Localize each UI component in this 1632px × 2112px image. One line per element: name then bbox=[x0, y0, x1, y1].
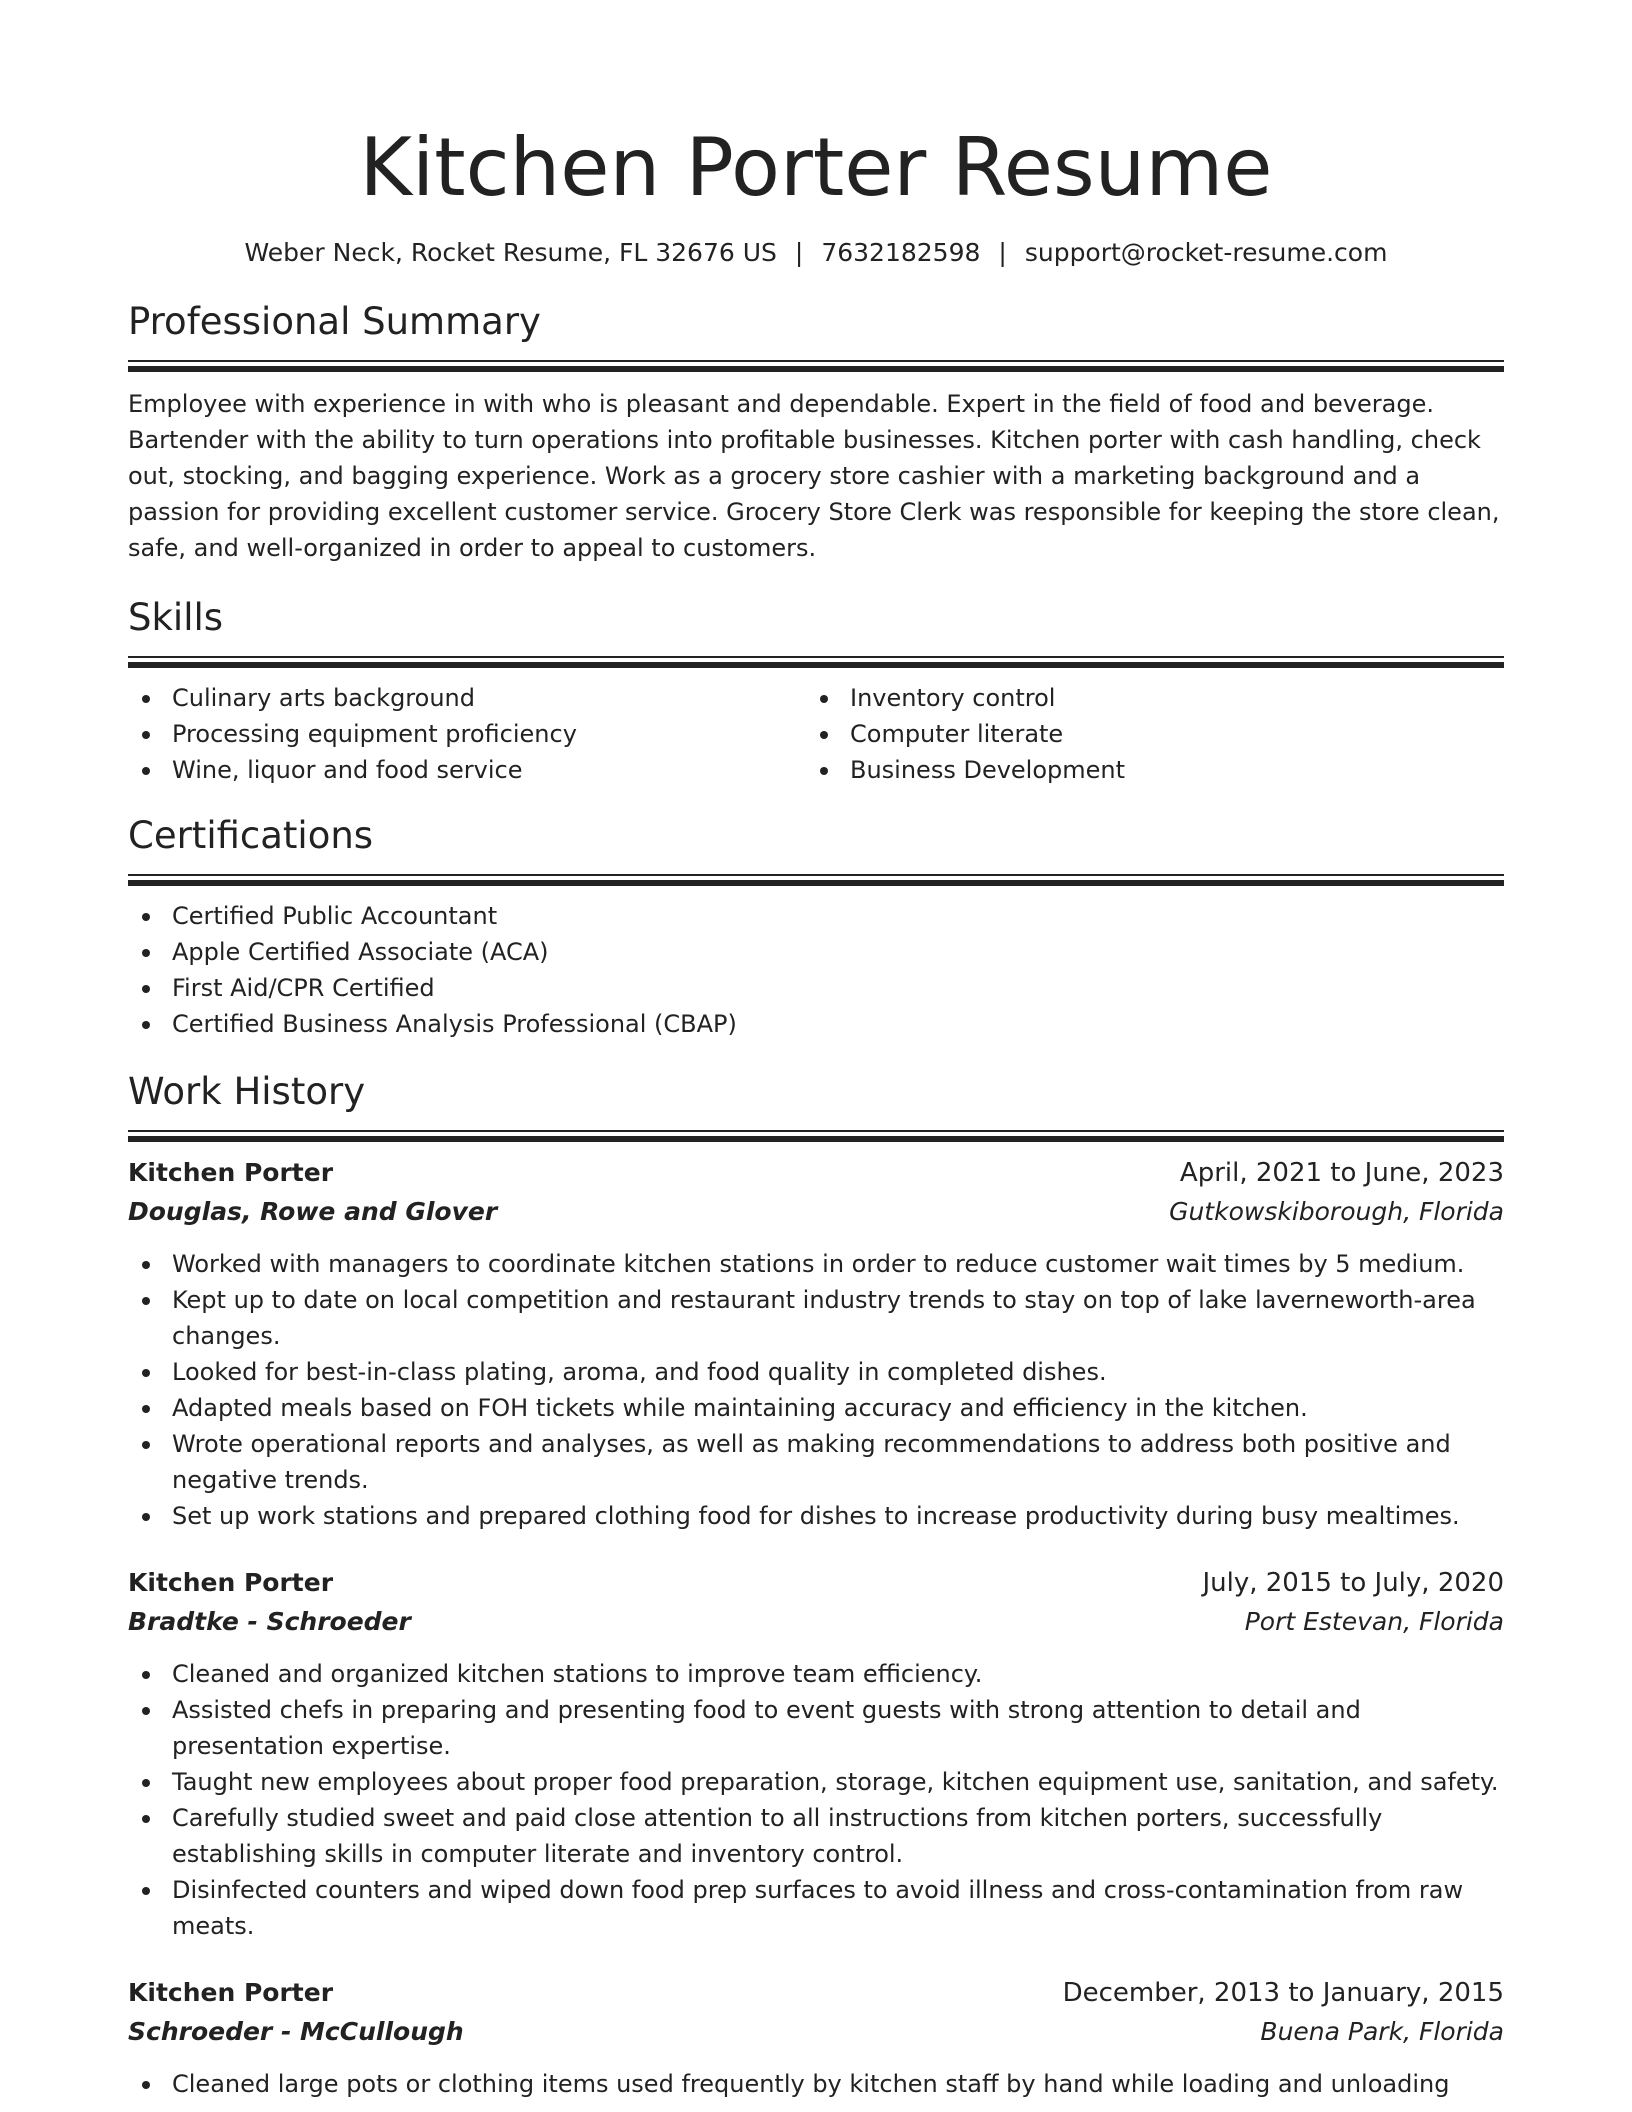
contact-separator: | bbox=[998, 238, 1007, 267]
section-divider bbox=[128, 656, 1504, 668]
certification-item: Certified Business Analysis Professional (CBAP) bbox=[128, 1006, 1504, 1042]
job-company: Douglas, Rowe and Glover bbox=[128, 1197, 498, 1226]
job-bullet: Cleaned and organized kitchen stations to improve team efficiency. bbox=[128, 1656, 1504, 1692]
certification-item: Certified Public Accountant bbox=[128, 898, 1504, 934]
skill-item: Business Development bbox=[806, 752, 1484, 788]
work-section bbox=[128, 1068, 1504, 2102]
job-bullet: Carefully studied sweet and paid close attention to all instructions from kitchen porters, successfully establishing skills in computer literate and inventory control. bbox=[128, 1800, 1504, 1872]
job-bullet: Worked with managers to coordinate kitchen stations in order to reduce customer wait times by 5 medium. bbox=[128, 1246, 1504, 1282]
job-bullets bbox=[128, 1656, 1504, 1944]
summary-text: Employee with experience in with who is pleasant and dependable. Expert in the field of food and beverage. Bartender with the ability to turn operations into profitable businesses. Kitchen porter with cash handling, check out, stocking, and bagging experience. Work as a grocery store cashier with a marketing background and a passion for providing excellent customer service. Grocery Store Clerk was responsible for keeping the store clean, safe, and well-organized in order to appeal to customers. bbox=[128, 390, 1500, 562]
job-company: Schroeder - McCullough bbox=[128, 2017, 464, 2046]
section-divider bbox=[128, 874, 1504, 886]
contact-line bbox=[128, 236, 1504, 270]
work-heading: Work History bbox=[128, 1070, 366, 1113]
skill-item: Culinary arts background bbox=[128, 680, 806, 716]
contact-separator: | bbox=[794, 238, 804, 267]
skills-grid bbox=[128, 680, 1504, 788]
job-bullet: Looked for best-in-class plating, aroma, and food quality in completed dishes. bbox=[128, 1354, 1504, 1390]
job-entry bbox=[128, 1154, 1504, 1534]
job-bullet: Set up work stations and prepared clothing food for dishes to increase productivity during busy mealtimes. bbox=[128, 1498, 1504, 1534]
job-entry bbox=[128, 1974, 1504, 2102]
job-bullet: Adapted meals based on FOH tickets while maintaining accuracy and efficiency in the kitchen. bbox=[128, 1390, 1504, 1426]
job-location: Gutkowskiborough, Florida bbox=[1169, 1197, 1504, 1226]
job-bullet: Wrote operational reports and analyses, as well as making recommendations to address both positive and negative trends. bbox=[128, 1426, 1504, 1498]
certifications-list bbox=[128, 898, 1504, 1042]
contact-address: Weber Neck, Rocket Resume, FL 32676 US bbox=[244, 238, 777, 267]
job-location: Buena Park, Florida bbox=[1260, 2017, 1504, 2046]
resume-page bbox=[128, 118, 1504, 2102]
skill-item: Processing equipment proficiency bbox=[128, 716, 806, 752]
job-bullet: Cleaned large pots or clothing items used frequently by kitchen staff by hand while loading and unloading bbox=[128, 2066, 1504, 2102]
job-bullets bbox=[128, 2066, 1504, 2102]
skills-list-left bbox=[128, 680, 806, 788]
summary-heading: Professional Summary bbox=[128, 300, 541, 343]
job-bullets bbox=[128, 1246, 1504, 1534]
job-bullet: Disinfected counters and wiped down food prep surfaces to avoid illness and cross-contamination from raw meats. bbox=[128, 1872, 1504, 1944]
job-entry bbox=[128, 1564, 1504, 1944]
certification-item: Apple Certified Associate (ACA) bbox=[128, 934, 1504, 970]
section-divider bbox=[128, 1130, 1504, 1142]
job-title: Kitchen Porter bbox=[128, 1978, 334, 2007]
resume-title: Kitchen Porter Resume bbox=[359, 121, 1273, 214]
section-divider bbox=[128, 360, 1504, 372]
skills-heading: Skills bbox=[128, 596, 224, 639]
summary-section bbox=[128, 298, 1504, 566]
skill-item: Computer literate bbox=[806, 716, 1484, 752]
contact-phone: 7632182598 bbox=[821, 238, 981, 267]
job-bullet: Assisted chefs in preparing and presenting food to event guests with strong attention to detail and presentation expertise. bbox=[128, 1692, 1504, 1764]
skills-list-right bbox=[806, 680, 1484, 788]
job-bullet: Kept up to date on local competition and restaurant industry trends to stay on top of lake laverneworth-area changes. bbox=[128, 1282, 1504, 1354]
contact-email[interactable]: support@rocket-resume.com bbox=[1024, 238, 1388, 267]
skill-item: Wine, liquor and food service bbox=[128, 752, 806, 788]
job-title: Kitchen Porter bbox=[128, 1158, 334, 1187]
job-location: Port Estevan, Florida bbox=[1244, 1607, 1504, 1636]
job-title: Kitchen Porter bbox=[128, 1568, 334, 1597]
job-dates: April, 2021 to June, 2023 bbox=[1179, 1158, 1504, 1188]
certification-item: First Aid/CPR Certified bbox=[128, 970, 1504, 1006]
job-bullet: Taught new employees about proper food preparation, storage, kitchen equipment use, sanitation, and safety. bbox=[128, 1764, 1504, 1800]
certifications-section bbox=[128, 812, 1504, 1042]
job-company: Bradtke - Schroeder bbox=[128, 1607, 411, 1636]
skills-section bbox=[128, 594, 1504, 788]
skill-item: Inventory control bbox=[806, 680, 1484, 716]
certifications-heading: Certifications bbox=[128, 814, 374, 857]
job-dates: December, 2013 to January, 2015 bbox=[1062, 1978, 1504, 2008]
job-dates: July, 2015 to July, 2020 bbox=[1202, 1568, 1504, 1598]
